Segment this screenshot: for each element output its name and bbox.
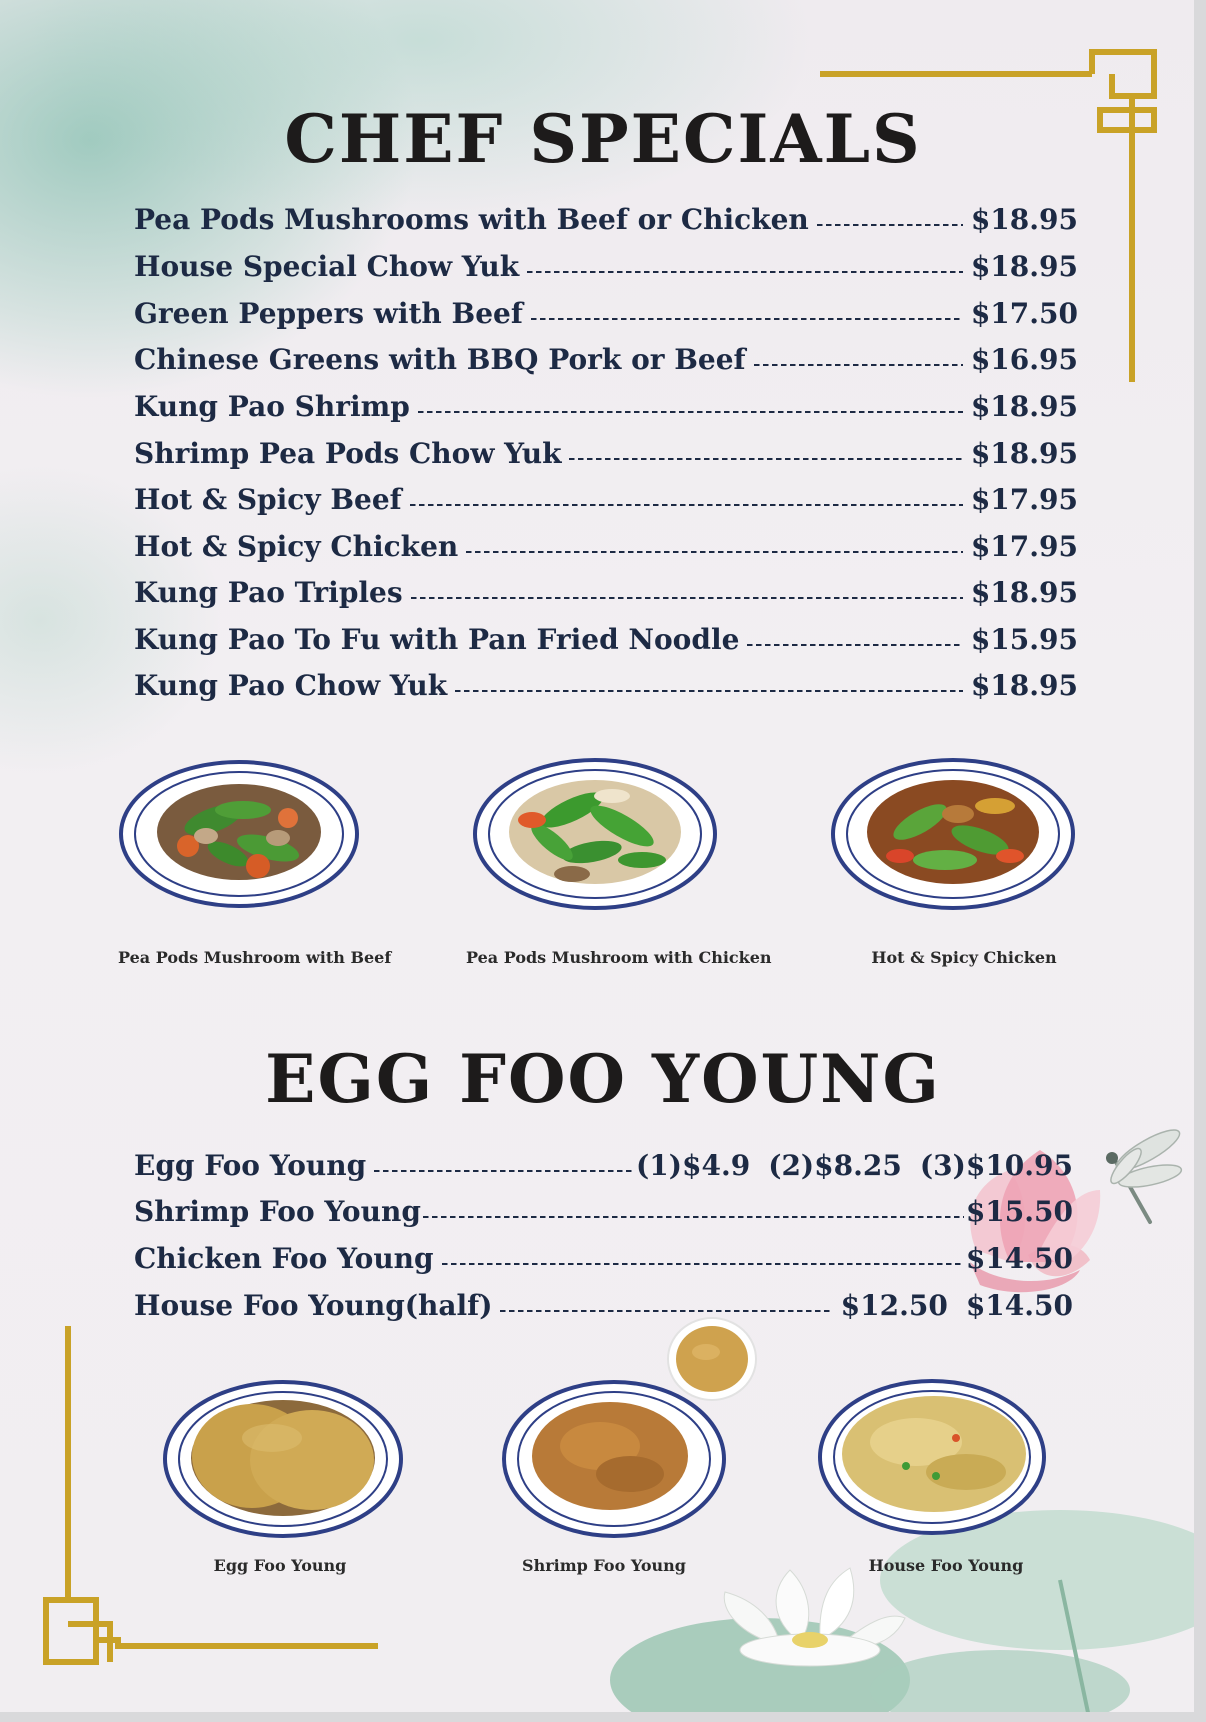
menu-item-price: $18.95 [970,437,1078,470]
menu-item-price: $18.95 [970,250,1078,283]
menu-item-name: Kung Pao Shrimp [134,390,410,423]
egg-foo-young-title: EGG FOO YOUNG [265,1040,941,1118]
photo-caption: Egg Foo Young [213,1556,347,1575]
menu-item-price: $15.95 [970,623,1078,656]
menu-item-name: Kung Pao To Fu with Pan Fried Noodle [134,623,740,656]
dotted-leader [374,1170,634,1172]
dish-photo-shrimp-foo-young [500,1378,728,1540]
menu-item [134,662,1078,702]
chef-specials-title: CHEF SPECIALS [284,100,922,178]
menu-item-price: $14.50 [965,1242,1073,1275]
dotted-leader [531,318,963,320]
menu-item-name: Green Peppers with Beef [134,297,523,330]
menu-item-name: Shrimp Pea Pods Chow Yuk [134,437,562,470]
price-full: $14.50 [965,1289,1073,1322]
dotted-leader [569,458,962,460]
menu-item [134,1188,1073,1228]
menu-item-name: Chicken Foo Young [134,1242,434,1275]
menu-item [134,430,1078,470]
photo-caption: Pea Pods Mushroom with Chicken [466,948,772,967]
dotted-leader [754,364,963,366]
white-water-lily-illustration [724,1568,905,1666]
menu-item-name: Kung Pao Chow Yuk [134,669,448,702]
photo-caption: Pea Pods Mushroom with Beef [118,948,392,967]
photo-caption: Hot & Spicy Chicken [871,948,1057,967]
menu-item-price: $16.95 [970,343,1078,376]
menu-item [134,383,1078,423]
dotted-leader [455,690,963,692]
menu-item-price: $18.95 [970,669,1078,702]
price-size-1: (1)$4.9 [636,1149,751,1182]
dish-photo-pea-pods-chicken [472,756,718,912]
menu-item [134,1142,1073,1182]
dotted-leader [423,1216,964,1218]
menu-item-price: $17.50 [970,297,1078,330]
menu-item [134,1235,1073,1275]
dish-photo-egg-foo-young [162,1378,404,1540]
menu-item-name: House Foo Young(half) [134,1289,493,1322]
menu-item-price [841,1289,1073,1322]
dotted-leader [418,411,963,413]
menu-item-name: Chinese Greens with BBQ Pork or Beef [134,343,746,376]
menu-item [134,569,1078,609]
menu-item [134,290,1078,330]
menu-item [134,243,1078,283]
menu-item [134,476,1078,516]
dotted-leader [410,504,963,506]
menu-item-price: $18.95 [970,203,1078,236]
menu-item-price: $15.50 [965,1195,1073,1228]
menu-item-name: Kung Pao Triples [134,576,403,609]
price-size-2: (2)$8.25 [768,1149,902,1182]
menu-item [134,1282,1073,1322]
dish-photo-house-foo-young [816,1376,1048,1538]
menu-item [134,196,1078,236]
menu-item [134,336,1078,376]
menu-item-price: $17.95 [970,483,1078,516]
price-size-3: (3)$10.95 [919,1149,1073,1182]
menu-item-name: Hot & Spicy Beef [134,483,402,516]
dish-photo-pea-pods-beef [118,758,360,910]
dotted-leader [500,1310,832,1312]
dotted-leader [747,644,962,646]
dotted-leader [442,1263,964,1265]
menu-item-price: $18.95 [970,576,1078,609]
dotted-leader [527,271,963,273]
lotus-leaves-illustration [610,1510,1206,1722]
menu-item-name: Pea Pods Mushrooms with Beef or Chicken [134,203,809,236]
menu-item-price [636,1149,1073,1182]
photo-caption: House Foo Young [868,1556,1024,1575]
price-half: $12.50 [840,1289,948,1322]
dragonfly-illustration [1106,1123,1184,1222]
menu-item-name: House Special Chow Yuk [134,250,520,283]
menu-item [134,616,1078,656]
menu-item-price: $17.95 [970,530,1078,563]
menu-item-price: $18.95 [970,390,1078,423]
right-edge-strip [1194,0,1206,1722]
menu-item-name: Egg Foo Young [134,1149,367,1182]
dotted-leader [411,597,963,599]
bottom-edge-strip [0,1712,1206,1722]
photo-caption: Shrimp Foo Young [522,1556,686,1575]
menu-item [134,523,1078,563]
dish-photo-hot-spicy-chicken [830,756,1076,912]
dotted-leader [817,224,963,226]
dotted-leader [466,551,963,553]
menu-item-name: Shrimp Foo Young [134,1195,421,1228]
menu-item-name: Hot & Spicy Chicken [134,530,459,563]
